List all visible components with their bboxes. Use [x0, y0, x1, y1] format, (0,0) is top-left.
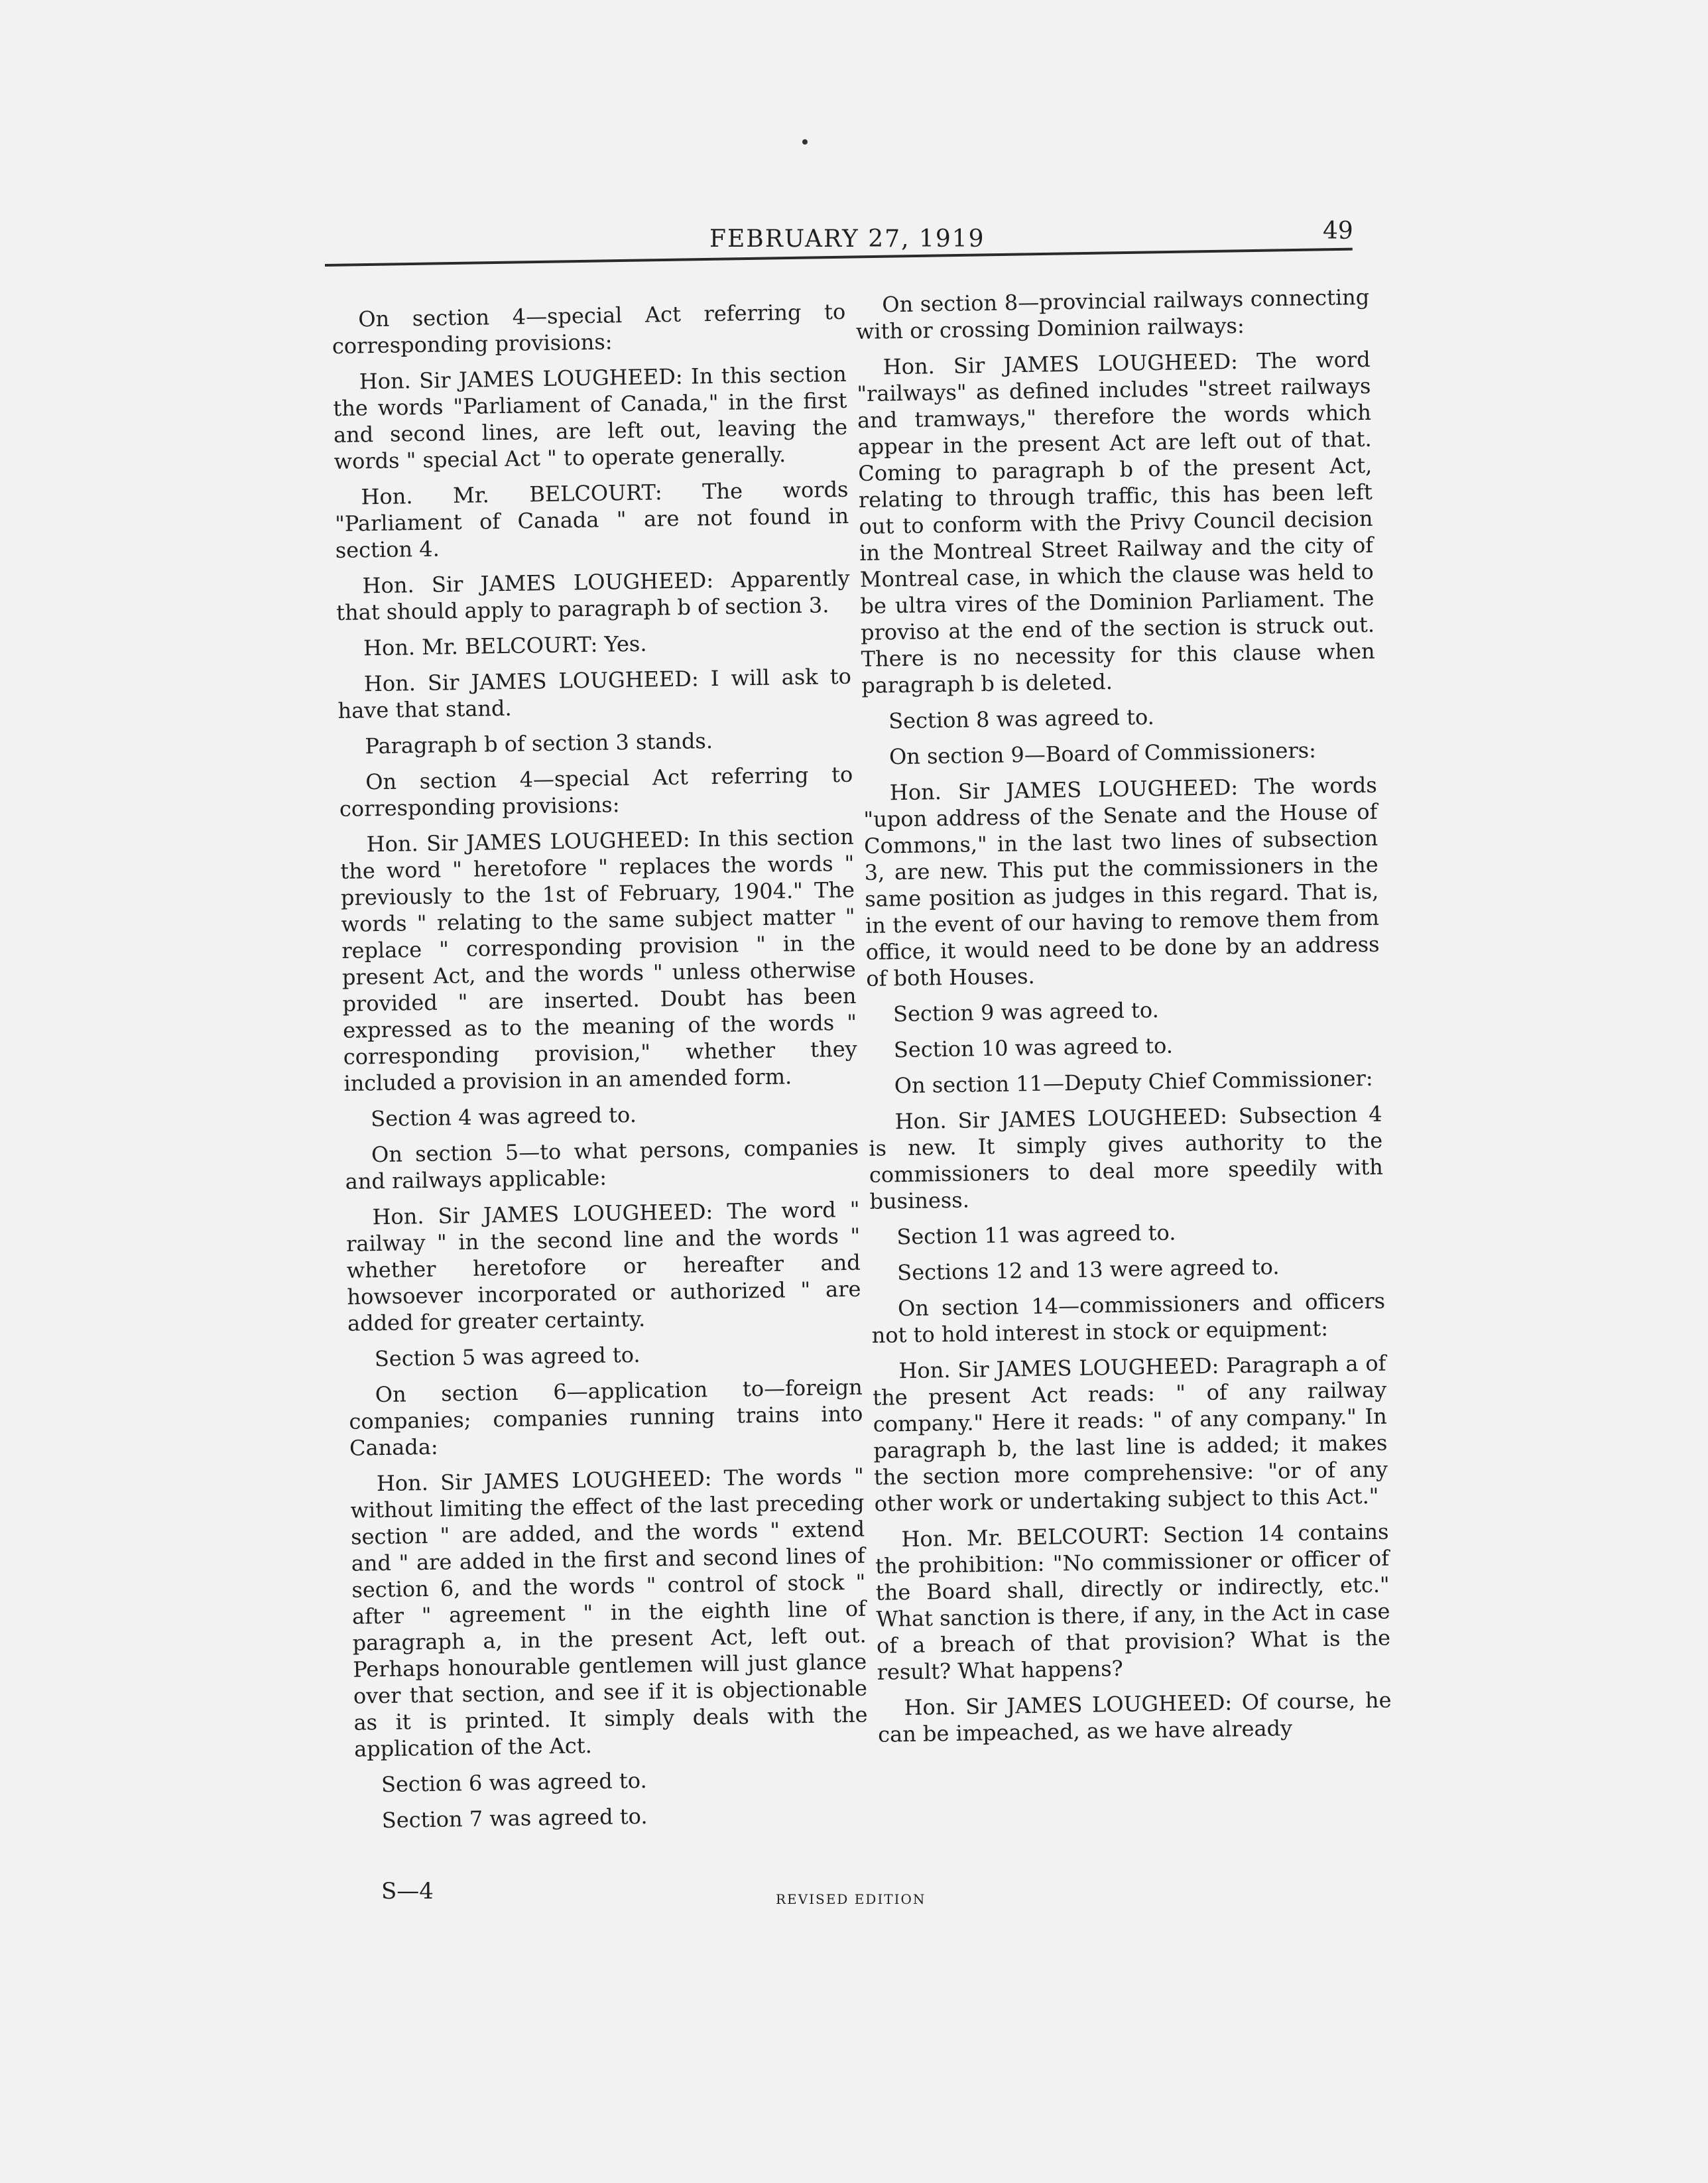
paragraph: Hon. Sir JAMES LOUGHEED: Subsection 4 is new. It simply gives authority to the commissioners to deal more speedily with business. — [868, 1101, 1384, 1214]
paragraph: Section 4 was agreed to. — [370, 1101, 637, 1132]
signature-mark: S—4 — [381, 1878, 434, 1904]
paragraph: Section 8 was agreed to. — [888, 704, 1155, 734]
paragraph: Section 6 was agreed to. — [381, 1767, 647, 1798]
paragraph: Section 7 was agreed to. — [381, 1803, 648, 1834]
paragraph: Paragraph b of section 3 stands. — [365, 728, 713, 759]
paragraph: Sections 12 and 13 were agreed to. — [896, 1254, 1280, 1286]
paragraph: On section 5—to what persons, companies and railways applicable: — [345, 1134, 859, 1194]
paragraph: On section 8—provincial railways connecting with or crossing Dominion railways: — [855, 284, 1370, 344]
paragraph: Hon. Sir JAMES LOUGHEED: The words " without limiting the effect of the last preceding section " are added, and the words " extend and " are added in the first and second lines of section 6, and the words " control of stock " after " agreement " in the eighth line of paragraph a, in the present Act, left out. Perhaps honourable gentlemen will just glance over that section, and see if it is objectionable as it is printed. It simply deals with the application of the Act. — [350, 1463, 868, 1762]
paragraph: Section 11 was agreed to. — [896, 1219, 1176, 1250]
paragraph: On section 4—special Act referring to corresponding provisions: — [332, 298, 846, 359]
paragraph: Hon. Sir JAMES LOUGHEED: The words "upon address of the Senate and the House of Commons," in the last two lines of subsection 3, are new. This put the commissioners in the same position as judges in this regard. That is, in the event of our having to remove them from office, it would need to be done by an address of both Houses. — [863, 772, 1380, 991]
paragraph: Hon. Sir JAMES LOUGHEED: In this section the words "Parliament of Canada," in the first and second lines, are left out, leaving the words " special Act " to operate generally. — [333, 361, 848, 474]
paragraph: On section 14—commissioners and officers not to hold interest in stock or equipment: — [871, 1288, 1386, 1348]
ink-speck — [802, 139, 808, 145]
edition-label: REVISED EDITION — [776, 1891, 926, 1907]
paragraph: Hon. Sir JAMES LOUGHEED: Of course, he can be impeached, as we have already — [877, 1687, 1392, 1747]
paragraph: Section 5 was agreed to. — [374, 1341, 640, 1372]
paragraph: On section 4—special Act referring to corresponding provisions: — [339, 761, 853, 822]
paragraph: Hon. Sir JAMES LOUGHEED: The word " railway " in the second line and the words " whether heretofore or hereafter and howsoever incorporated or authorized " are added for greater certainty. — [345, 1196, 861, 1336]
page-number: 49 — [1323, 218, 1353, 245]
paragraph: Hon. Sir JAMES LOUGHEED: I will ask to have that stand. — [337, 663, 852, 723]
paragraph: Hon. Mr. BELCOURT: The words "Parliament of Canada " are not found in section 4. — [334, 476, 849, 563]
paragraph: Section 9 was agreed to. — [892, 997, 1160, 1027]
paragraph: Hon. Sir JAMES LOUGHEED: Apparently that should apply to paragraph b of section 3. — [336, 565, 850, 625]
paragraph: On section 6—application to—foreign companies; companies running trains into Canada: — [349, 1374, 863, 1461]
paragraph: Section 10 was agreed to. — [893, 1032, 1174, 1063]
right-column — [855, 284, 1392, 1757]
paragraph: On section 11—Deputy Chief Commissioner: — [894, 1065, 1373, 1099]
paragraph: Hon. Mr. BELCOURT: Section 14 contains the prohibition: "No commissioner or officer of the Board shall, directly or indirectly, etc." What sanction is there, if any, in the Act in case of a breach of that provision? What is the result? What happens? — [875, 1519, 1391, 1685]
paragraph: Hon. Sir JAMES LOUGHEED: In this section the word " heretofore " replaces the words " previously to the 1st of February, 1904." The words " relating to the same subject matter " replace " corresponding provision " in the present Act, and the words " unless otherwise provided " are inserted. Doubt has been expressed as to the meaning of the words " corresponding provision," whether they included a provision in an amended form. — [340, 824, 857, 1096]
paragraph: Hon. Mr. BELCOURT: Yes. — [363, 631, 647, 661]
paragraph: Hon. Sir JAMES LOUGHEED: Paragraph a of the present Act reads: " of any railway company." Here it reads: " of any company." In paragraph b, the last line is added; it makes the section more comprehensive: "or of any other work or undertaking subject to this Act." — [872, 1350, 1388, 1517]
paragraph: On section 9—Board of Commissioners: — [888, 737, 1317, 770]
left-column — [332, 298, 869, 1843]
header-date: FEBRUARY 27, 1919 — [709, 225, 985, 253]
paragraph: Hon. Sir JAMES LOUGHEED: The word "railways" as defined includes "street railways and tramways," therefore the words which appear in the present Act are left out of that. Coming to paragraph b of the present Act, relating to through traffic, this has been left out to conform with the Privy Council decision in the Montreal Street Railway and the city of Montreal case, in which the clause was held to be ultra vires of the Dominion Parliament. The proviso at the end of the section is struck out. There is no necessity for this clause when paragraph b is deleted. — [857, 346, 1375, 698]
